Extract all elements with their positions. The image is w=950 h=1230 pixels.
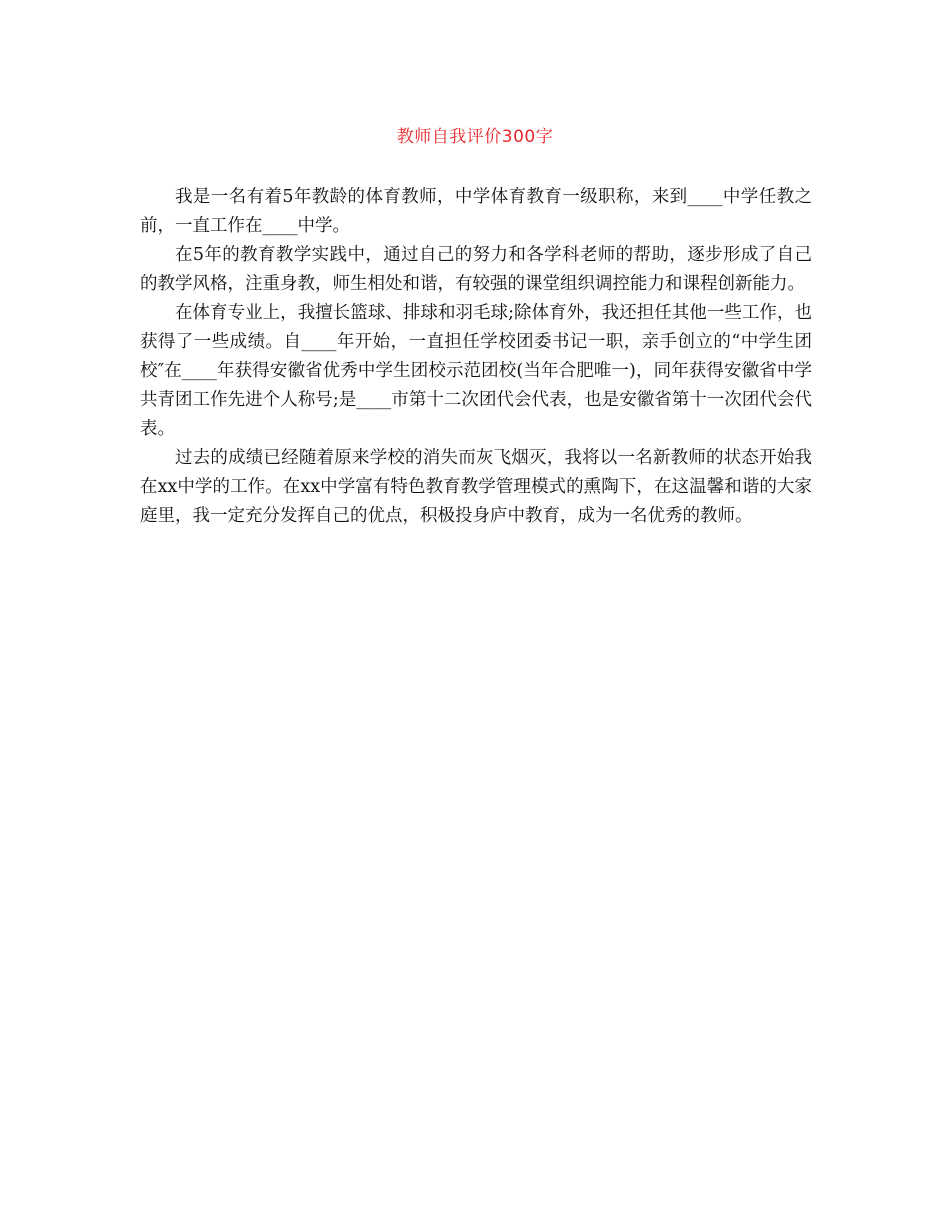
paragraph-3: 在体育专业上，我擅长篮球、排球和羽毛球;除体育外，我还担任其他一些工作，也获得了一些成绩。自____年开始，一直担任学校团委书记一职，亲手创立的“中学生团校″在____年获得安徽省优秀中学生团校示范团校(当年合肥唯一)，同年获得安徽省中学共青团工作先进个人称号;是____市第十二次团代会代表，也是安徽省第十一次团代会代表。 [140,303,812,439]
document-body [140,183,812,531]
document-title: 教师自我评价300字 [396,127,554,147]
paragraph-1: 我是一名有着5年教龄的体育教师，中学体育教育一级职称，来到____中学任教之前，一直工作在____中学。 [140,187,812,236]
paragraph-4: 过去的成绩已经随着原来学校的消失而灰飞烟灭，我将以一名新教师的状态开始我在xx中学的工作。在xx中学富有特色教育教学管理模式的熏陶下，在这温馨和谐的大家庭里，我一定充分发挥自己的优点，积极投身庐中教育，成为一名优秀的教师。 [140,448,812,526]
paragraph-2: 在5年的教育教学实践中，通过自己的努力和各学科老师的帮助，逐步形成了自己的教学风格，注重身教，师生相处和谐，有较强的课堂组织调控能力和课程创新能力。 [140,245,812,294]
